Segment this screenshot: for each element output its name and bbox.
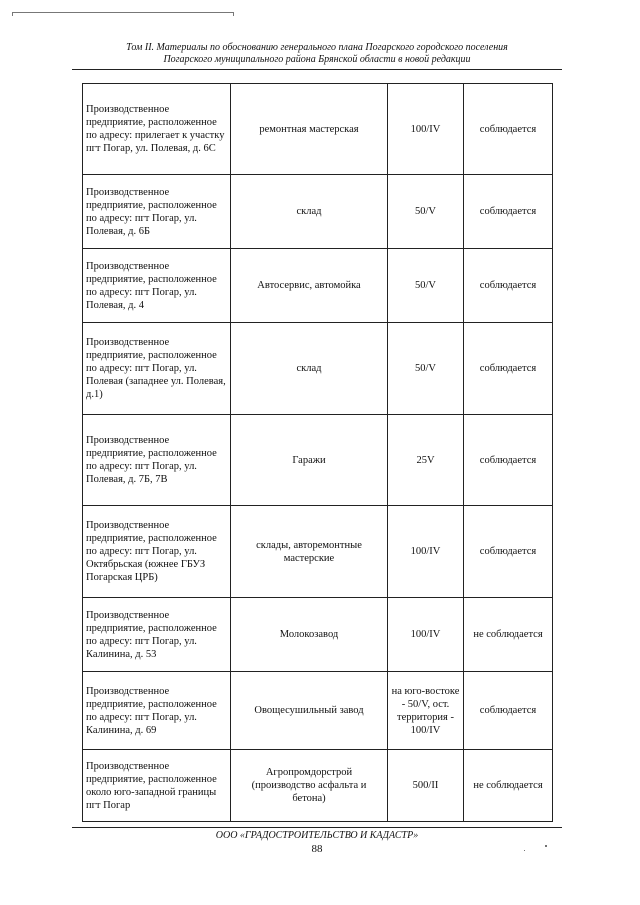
table-row: [83, 750, 553, 822]
zone-cell: 500/II: [388, 750, 464, 822]
page-number: 88: [311, 843, 323, 855]
status-cell: соблюдается: [464, 415, 553, 506]
type-cell: Овощесушильный завод: [231, 672, 388, 750]
table-row: [83, 506, 553, 598]
zone-cell: 50/V: [388, 323, 464, 415]
scan-edge-tick: [233, 12, 234, 16]
zone-cell: 50/V: [388, 249, 464, 323]
zone-cell: 100/IV: [388, 598, 464, 672]
type-cell: Агропромдорстрой (производство асфальта и бетона): [231, 750, 388, 822]
type-cell: склады, авторемонтные мастерские: [231, 506, 388, 598]
header-line-1: Том II. Материалы по обоснованию генерального плана Погарского городского поселения: [126, 42, 508, 53]
scan-speck: [545, 845, 547, 847]
object-cell: Производственное предприятие, расположенное по адресу: пгт Погар, ул. Полевая, д. 6Б: [83, 175, 231, 249]
object-cell: Производственное предприятие, расположенное около юго-западной границы пгт Погар: [83, 750, 231, 822]
status-cell: не соблюдается: [464, 750, 553, 822]
object-cell: Производственное предприятие, расположенное по адресу: пгт Погар, ул. Полевая, д. 7Б, 7В: [83, 415, 231, 506]
zone-cell: 50/V: [388, 175, 464, 249]
table-row: [83, 415, 553, 506]
page-header: [72, 42, 562, 66]
table-row: [83, 323, 553, 415]
scan-edge-tick: [12, 12, 13, 16]
table-row: [83, 249, 553, 323]
status-cell: соблюдается: [464, 672, 553, 750]
footer-rule: [72, 827, 562, 828]
enterprise-table: [82, 83, 553, 822]
zone-cell: на юго-востоке - 50/V, ост. территория - 100/IV: [388, 672, 464, 750]
type-cell: Гаражи: [231, 415, 388, 506]
object-cell: Производственное предприятие, расположенное по адресу: пгт Погар, ул. Калинина, д. 69: [83, 672, 231, 750]
object-cell: Производственное предприятие, расположенное по адресу: пгт Погар, ул. Полевая, д. 4: [83, 249, 231, 323]
zone-cell: 100/IV: [388, 84, 464, 175]
status-cell: соблюдается: [464, 323, 553, 415]
scan-speck: [524, 850, 525, 851]
type-cell: Автосервис, автомойка: [231, 249, 388, 323]
status-cell: соблюдается: [464, 175, 553, 249]
scan-edge-line: [12, 12, 234, 13]
table-row: [83, 598, 553, 672]
object-cell: Производственное предприятие, расположенное по адресу: прилегает к участку пгт Погар, ул. Полевая, д. 6С: [83, 84, 231, 175]
type-cell: склад: [231, 175, 388, 249]
footer-company: ООО «ГРАДОСТРОИТЕЛЬСТВО И КАДАСТР»: [215, 830, 419, 841]
table-row: [83, 672, 553, 750]
status-cell: соблюдается: [464, 84, 553, 175]
type-cell: ремонтная мастерская: [231, 84, 388, 175]
type-cell: склад: [231, 323, 388, 415]
object-cell: Производственное предприятие, расположенное по адресу: пгт Погар, ул. Октябрьская (южнее ГБУЗ Погарская ЦРБ): [83, 506, 231, 598]
table-row: [83, 84, 553, 175]
header-rule: [72, 69, 562, 70]
zone-cell: 25V: [388, 415, 464, 506]
status-cell: соблюдается: [464, 249, 553, 323]
object-cell: Производственное предприятие, расположенное по адресу: пгт Погар, ул. Полевая (западнее ул. Полевая, д.1): [83, 323, 231, 415]
object-cell: Производственное предприятие, расположенное по адресу: пгт Погар, ул. Калинина, д. 53: [83, 598, 231, 672]
table-row: [83, 175, 553, 249]
header-line-2: Погарского муниципального района Брянской области в новой редакции: [163, 54, 471, 65]
status-cell: не соблюдается: [464, 598, 553, 672]
zone-cell: 100/IV: [388, 506, 464, 598]
type-cell: Молокозавод: [231, 598, 388, 672]
status-cell: соблюдается: [464, 506, 553, 598]
